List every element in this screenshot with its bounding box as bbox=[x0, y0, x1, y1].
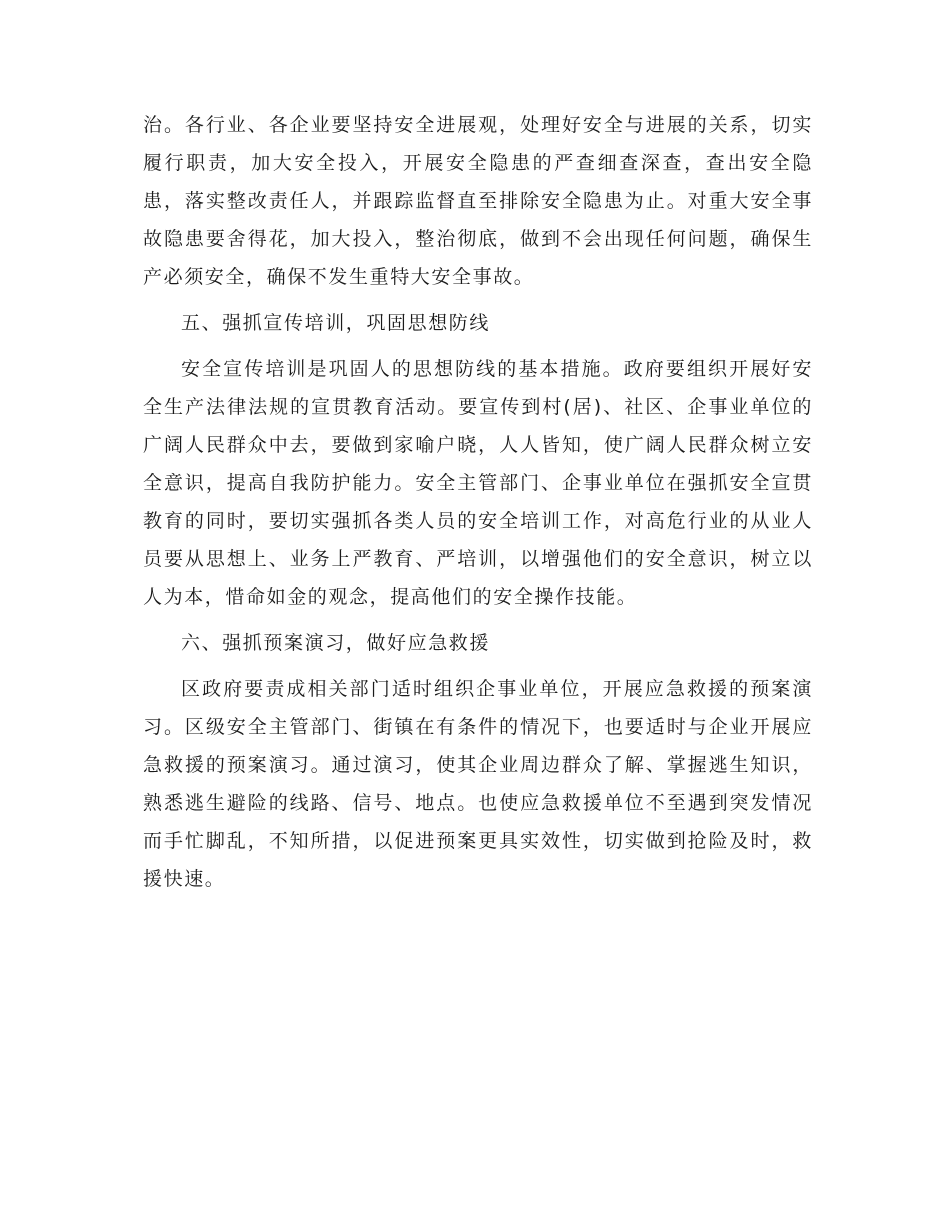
spacer bbox=[143, 342, 813, 350]
paragraph-intro: 治。各行业、各企业要坚持安全进展观，处理好安全与进展的关系，切实履行职责，加大安全投入，开展安全隐患的严查细查深查，查出安全隐患，落实整改责任人，并跟踪监督直至排除安全隐患为止。对重大安全事故隐患要舍得花，加大投入，整治彻底，做到不会出现任何问题，确保生产必须安全，确保不发生重特大安全事故。 bbox=[143, 114, 813, 288]
paragraph-training: 安全宣传培训是巩固人的思想防线的基本措施。政府要组织开展好安全生产法律法规的宣贯教育活动。要宣传到村(居)、社区、企事业单位的广阔人民群众中去，要做到家喻户晓，人人皆知，使广阔人民群众树立安全意识，提高自我防护能力。安全主管部门、企事业单位在强抓安全宣贯教育的同时，要切实强抓各类人员的安全培训工作，对高危行业的从业人员要从思想上、业务上严教育、严培训，以增强他们的安全意识，树立以人为本，惜命如金的观念，提高他们的安全操作技能。 bbox=[143, 358, 813, 608]
section-heading-5: 五、强抓宣传培训，巩固思想防线 bbox=[181, 312, 491, 334]
document-body bbox=[143, 106, 813, 898]
spacer bbox=[143, 662, 813, 670]
spacer bbox=[143, 296, 813, 304]
spacer bbox=[143, 616, 813, 624]
paragraph-drill: 区政府要责成相关部门适时组织企事业单位，开展应急救援的预案演习。区级安全主管部门、街镇在有条件的情况下，也要适时与企业开展应急救援的预案演习。通过演习，使其企业周边群众了解、掌握逃生知识，熟悉逃生避险的线路、信号、地点。也使应急救援单位不至遇到突发情况而手忙脚乱，不知所措，以促进预案更具实效性，切实做到抢险及时，救援快速。 bbox=[143, 678, 813, 890]
section-heading-6: 六、强抓预案演习，做好应急救援 bbox=[181, 632, 491, 654]
